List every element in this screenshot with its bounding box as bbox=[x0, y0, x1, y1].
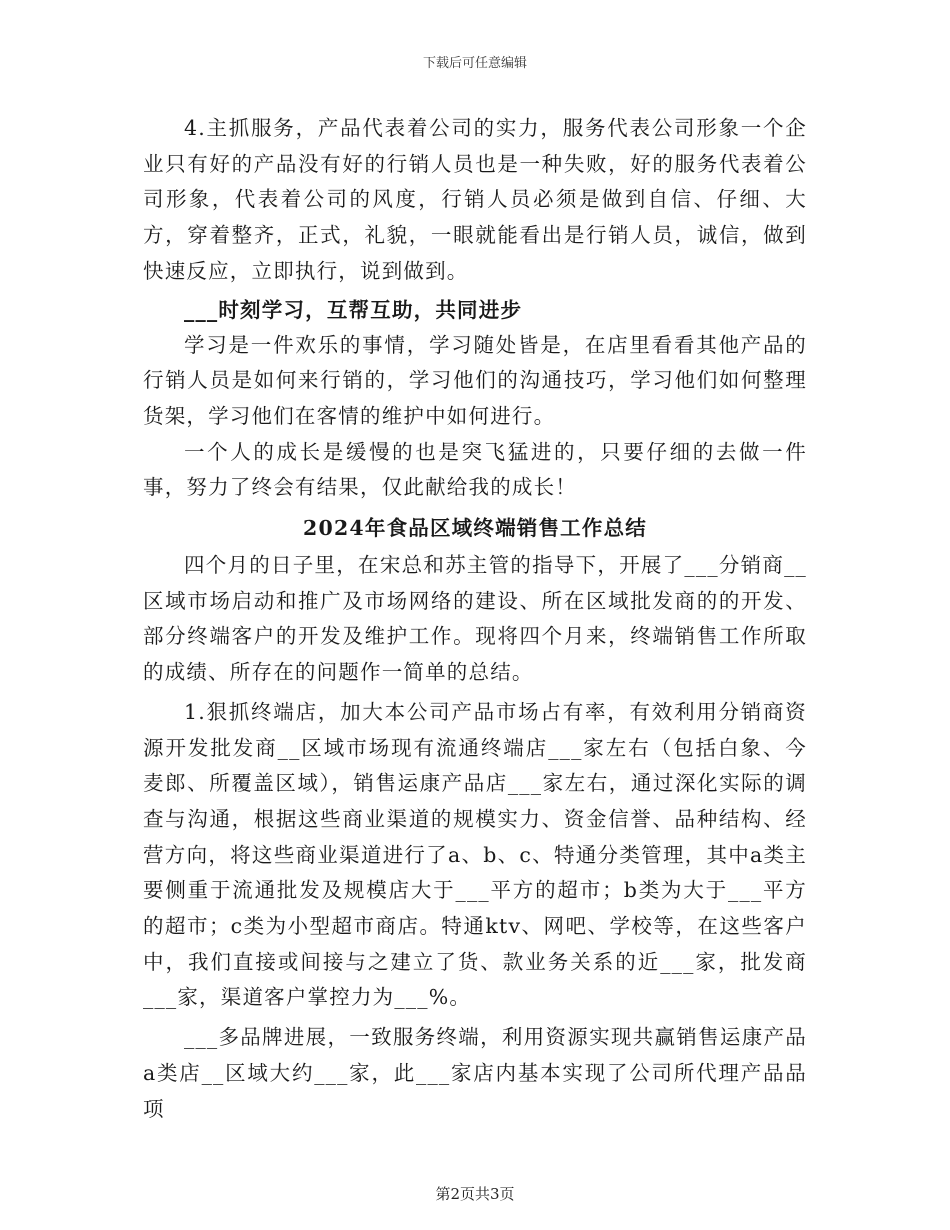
paragraph-growth: 一个人的成长是缓慢的也是突飞猛进的，只要仔细的去做一件事，努力了终会有结果，仅此献给我的成长！ bbox=[143, 439, 807, 500]
document-body bbox=[143, 111, 807, 1127]
paragraph-multi-brand: ___多品牌进展，一致服务终端，利用资源实现共赢销售运康产品a类店__区域大约___家，此___家店内基本实现了公司所代理产品品项 bbox=[143, 1025, 807, 1121]
paragraph-terminal-stores: 1.狠抓终端店，加大本公司产品市场占有率，有效利用分销商资源开发批发商__区域市场现有流通终端店___家左右（包括白象、今麦郎、所覆盖区域），销售运康产品店___家左右，通过深化实际的调查与沟通，根据这些商业渠道的规模实力、资金信誉、品种结构、经营方向，将这些商业渠道进行了a、b、c、特通分类管理，其中a类主要侧重于流通批发及规模店大于___平方的超市；b类为大于___平方的超市；c类为小型超市商店。特通ktv、网吧、学校等，在这些客户中，我们直接或间接与之建立了货、款业务关系的近___家，批发商___家，渠道客户掌控力为___%。 bbox=[143, 699, 807, 1010]
section-heading: ___时刻学习，互帮互助，共同进步 bbox=[184, 297, 523, 322]
page-header: 下载后可任意编辑 bbox=[422, 56, 527, 71]
document-title: 2024年食品区域终端销售工作总结 bbox=[303, 516, 647, 541]
page-number: 第2页共3页 bbox=[435, 1185, 515, 1203]
paragraph-learning: 学习是一件欢乐的事情，学习随处皆是，在店里看看其他产品的行销人员是如何来行销的，学习他们的沟通技巧，学习他们如何整理货架，学习他们在客情的维护中如何进行。 bbox=[143, 332, 807, 428]
paragraph-intro: 四个月的日子里，在宋总和苏主管的指导下，开展了___分销商__区域市场启动和推广及市场网络的建设、所在区域批发商的的开发、部分终端客户的开发及维护工作。现将四个月来，终端销售工作所取的成绩、所存在的问题作一简单的总结。 bbox=[143, 553, 807, 685]
paragraph-service: 4.主抓服务，产品代表着公司的实力，服务代表公司形象一个企业只有好的产品没有好的行销人员也是一种失败，好的服务代表着公司形象，代表着公司的风度，行销人员必须是做到自信、仔细、大方，穿着整齐，正式，礼貌，一眼就能看出是行销人员，诚信，做到快速反应，立即执行，说到做到。 bbox=[143, 116, 807, 283]
